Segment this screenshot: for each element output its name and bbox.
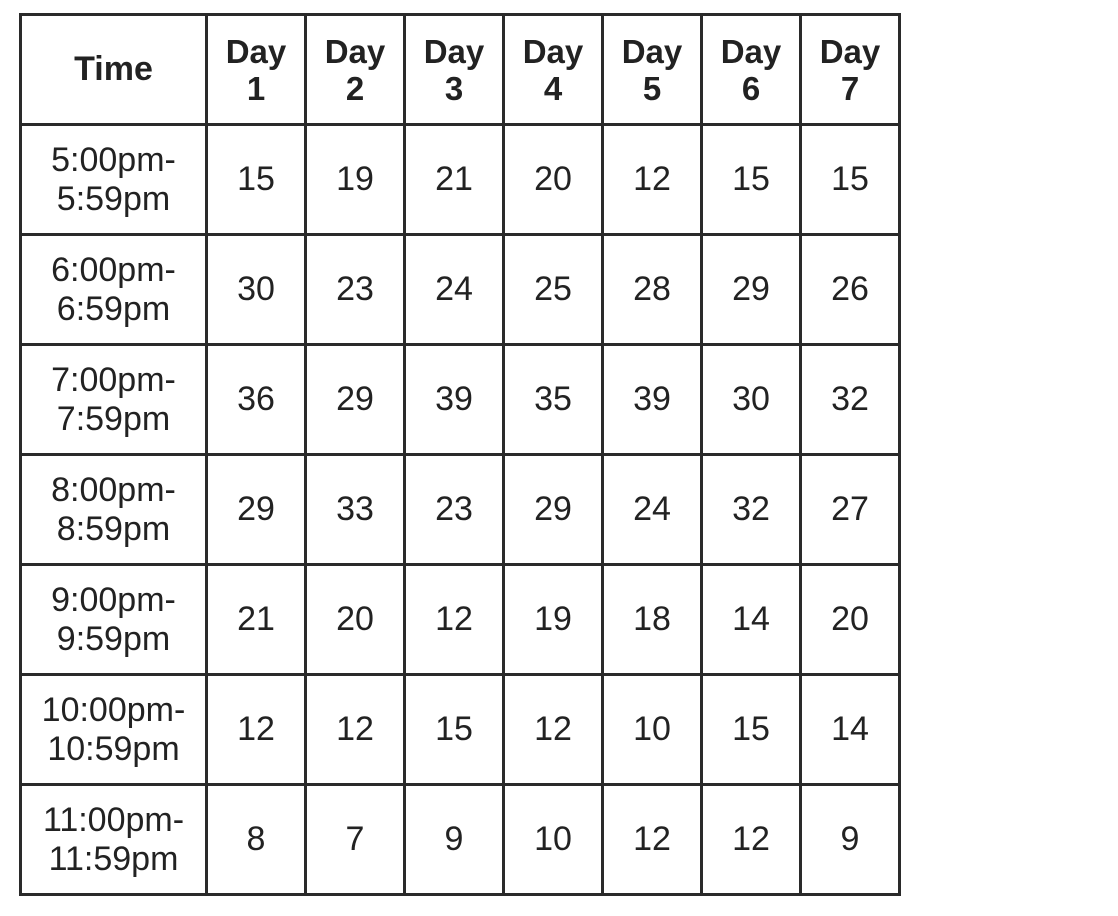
value-cell: 30 [702,345,801,455]
time-range-start: 11:00pm- [42,801,185,840]
day-header-number: 5 [642,69,662,107]
time-cell [21,785,207,895]
time-range-start: 5:00pm- [51,141,176,180]
value-cell: 12 [504,675,603,785]
value-cell: 29 [306,345,405,455]
time-range-end: 11:59pm [48,839,179,878]
value-cell: 39 [405,345,504,455]
time-cell [21,675,207,785]
value-cell: 12 [603,785,702,895]
time-column-header: Time [21,15,207,125]
day-header-number: 3 [444,69,464,107]
value-cell: 18 [603,565,702,675]
day-header-word: Day [720,32,782,70]
value-cell: 15 [207,125,306,235]
header-row [21,15,900,125]
day-header-number: 6 [741,69,761,107]
value-cell: 27 [801,455,900,565]
value-cell: 23 [306,235,405,345]
value-cell: 28 [603,235,702,345]
day-header-number: 4 [543,69,563,107]
table-row [21,125,900,235]
value-cell: 8 [207,785,306,895]
value-cell: 24 [405,235,504,345]
value-cell: 10 [504,785,603,895]
value-cell: 32 [801,345,900,455]
value-cell: 25 [504,235,603,345]
value-cell: 9 [405,785,504,895]
value-cell: 12 [405,565,504,675]
time-range-start: 8:00pm- [51,471,176,510]
table-body [21,125,900,895]
day-header-number: 1 [246,69,266,107]
value-cell: 10 [603,675,702,785]
time-range-start: 10:00pm- [41,691,186,730]
value-cell: 14 [801,675,900,785]
day-header-word: Day [819,32,881,70]
value-cell: 7 [306,785,405,895]
table-row [21,345,900,455]
value-cell: 15 [405,675,504,785]
day-column-header [405,15,504,125]
value-cell: 26 [801,235,900,345]
day-column-header [603,15,702,125]
time-cell [21,455,207,565]
value-cell: 29 [504,455,603,565]
value-cell: 19 [504,565,603,675]
value-cell: 15 [702,675,801,785]
day-column-header [801,15,900,125]
table-header [21,15,900,125]
day-header-number: 2 [345,69,365,107]
value-cell: 20 [504,125,603,235]
day-column-header [504,15,603,125]
time-cell [21,565,207,675]
value-cell: 21 [405,125,504,235]
value-cell: 15 [801,125,900,235]
day-header-word: Day [522,32,584,70]
time-range-start: 9:00pm- [51,581,176,620]
data-table [19,13,901,896]
time-range-end: 8:59pm [56,509,171,548]
day-column-header [306,15,405,125]
time-cell [21,235,207,345]
value-cell: 12 [207,675,306,785]
time-range-end: 6:59pm [56,289,171,328]
value-cell: 20 [801,565,900,675]
value-cell: 12 [306,675,405,785]
value-cell: 21 [207,565,306,675]
value-cell: 19 [306,125,405,235]
table-row [21,235,900,345]
time-range-start: 6:00pm- [51,251,176,290]
time-range-start: 7:00pm- [51,361,176,400]
value-cell: 30 [207,235,306,345]
value-cell: 23 [405,455,504,565]
table-row [21,785,900,895]
value-cell: 33 [306,455,405,565]
time-range-end: 5:59pm [56,179,171,218]
table-row [21,565,900,675]
day-header-number: 7 [840,69,860,107]
day-header-word: Day [621,32,683,70]
time-range-end: 7:59pm [56,399,171,438]
value-cell: 15 [702,125,801,235]
value-cell: 12 [603,125,702,235]
day-column-header [207,15,306,125]
value-cell: 12 [702,785,801,895]
value-cell: 20 [306,565,405,675]
value-cell: 14 [702,565,801,675]
value-cell: 9 [801,785,900,895]
value-cell: 39 [603,345,702,455]
value-cell: 29 [207,455,306,565]
value-cell: 35 [504,345,603,455]
day-column-header [702,15,801,125]
value-cell: 24 [603,455,702,565]
time-cell [21,345,207,455]
table-row [21,455,900,565]
table-row [21,675,900,785]
value-cell: 29 [702,235,801,345]
time-range-end: 10:59pm [47,729,180,768]
time-cell [21,125,207,235]
day-header-word: Day [423,32,485,70]
time-range-end: 9:59pm [56,619,171,658]
value-cell: 36 [207,345,306,455]
day-header-word: Day [324,32,386,70]
value-cell: 32 [702,455,801,565]
day-header-word: Day [225,32,287,70]
